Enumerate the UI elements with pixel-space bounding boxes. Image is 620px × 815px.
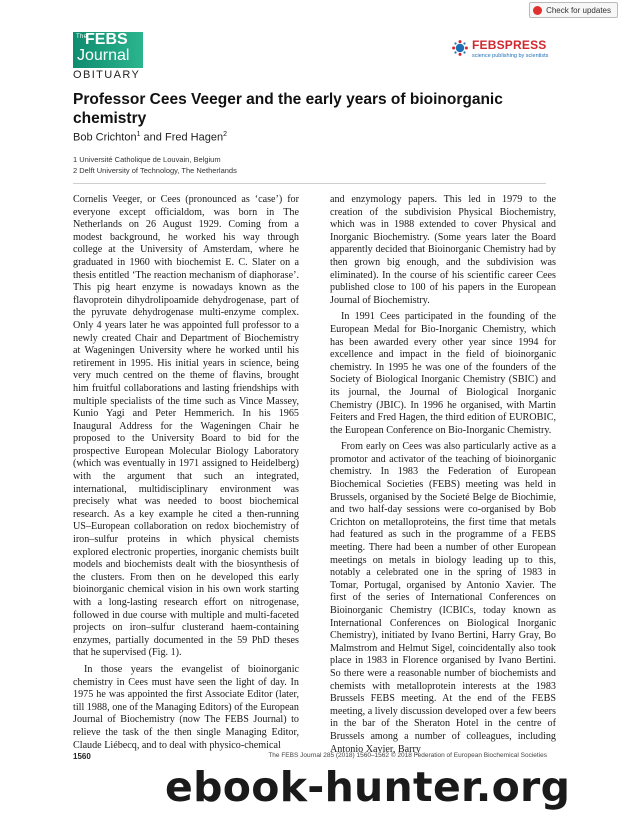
journal-logo-journal: Journal <box>77 47 130 64</box>
paragraph: Cornelis Veeger, or Cees (pronounced as ‘case’) for everyone except officialdom, was born in The Netherlands on 26 August 1929. Coming from a modest background, he worked his way through college at the University of Amsterdam, where he graduated in 1960 with biochemist E. C. Slater on a thesis entitled ‘The reaction mechanism of diaphorase’. This pig heart enzyme is nowadays known as the flavoprotein dihydrolipoamide dehydrogenase, part of the pyruvate dehydrogenase multi-enzyme complex. Only 4 years later he was appointed full professor to a newly created Chair and Department of Biochemistry at Wageningen University where he worked until his retirement in 1995. His initial years in science, being very much centred on the theme of flavins, brought him fruitful collaborations and lasting friendships with multiple specialists of the time such as Vince Massey, Kunio Yagi and Peter Hemmerich. In his 1965 Inaugural Address for the Wageningen Chair he proposed to the University Board to bid for the prospective European Molecular Biology Laboratory (which was eventually in 1971 assigned to Heidelberg) with the argument that such an integrated, international, multidisciplinary environment was precisely what was needed to boost biochemical research. As a key example he cited a then-running US–European collaboration on redox biochemistry of iron–sulfur proteins in which physical chemists explored electronic properties, inorganic chemists built models and biochemists dealt with the biosynthesis of the clusters. From then on he developed this early bioinorganic chemical vision in his own work starting with a long-lasting research effort on nitrogenase, followed in due course with multiple and multi-faceted projects on iron–sulfur clusterand haem-containing enzymes, partially documented in the 59 PhD theses that he supervised (Fig. 1). <box>73 194 299 659</box>
paragraph: In those years the evangelist of bioinorganic chemistry in Cees must have seen the light of day. In 1975 he was appointed the first Associate Editor (later, till 1988, one of the Managing Editors) of the European Journal of Biochemistry (now The FEBS Journal) to relieve the task of the then single Managing Editor, Claude Liébecq, and to deal with physico-chemical <box>73 663 299 751</box>
header-divider <box>73 183 546 184</box>
author-name: Fred Hagen <box>164 131 224 144</box>
crossmark-icon <box>533 6 542 15</box>
journal-logo <box>73 32 143 68</box>
watermark: ebook-hunter.org <box>165 763 571 811</box>
page-number: 1560 <box>73 752 91 761</box>
author-name: Bob Crichton <box>73 131 137 144</box>
febs-press-logo <box>452 38 560 62</box>
author-joiner: and <box>140 131 165 144</box>
author-affiliation-marker: 1 <box>136 131 141 138</box>
check-for-updates-label: Check for updates <box>546 5 611 15</box>
section-label: OBITUARY <box>73 69 141 81</box>
paragraph: and enzymology papers. This led in 1979 to the creation of the subdivision Physical Biochemistry, which was in 1988 extended to cover Physical and Inorganic Biochemistry. (Some years later the Board apparently decided that Bioinorganic Chemistry had by then grown big enough, and the subdivision was eliminated). In the course of his scientific career Cees published close to 100 of his papers in the European Journal of Biochemistry. <box>330 194 556 306</box>
check-for-updates-button[interactable] <box>529 2 618 18</box>
paragraph: In 1991 Cees participated in the founding of the European Medal for Bio-Inorganic Chemistry, which has been awarded every other year since 1994 for excellence and impact in the field of bioinorganic chemistry. In 1995 he was one of the founders of the Society of Biological Inorganic Chemistry (SBIC) and its journal, the Journal of Biological Inorganic Chemistry (JBIC). In 1996 he organised, with Martin Feiters and Fred Hagen, the third edition of EUROBIC, the European Conference on Bio-Inorganic Chemistry. <box>330 311 556 436</box>
footer-citation: The FEBS Journal 285 (2018) 1560–1562 © 2018 Federation of European Biochemical Societies <box>268 752 547 759</box>
right-column <box>330 194 556 756</box>
affiliation-2: 2 Delft University of Technology, The Netherlands <box>73 166 237 175</box>
journal-logo-the: The <box>76 34 88 40</box>
left-column <box>73 194 299 752</box>
affiliation-1: 1 Université Catholique de Louvain, Belgium <box>73 155 221 164</box>
article-title: Professor Cees Veeger and the early years of bioinorganic chemistry <box>73 91 503 127</box>
febs-press-tagline: science publishing by scientists <box>472 53 549 59</box>
author-affiliation-marker: 2 <box>223 131 227 138</box>
journal-logo-febs: FEBS <box>85 31 128 48</box>
author-list <box>73 131 227 144</box>
febs-press-name: FEBSPRESS <box>472 38 547 52</box>
febs-press-emblem-icon <box>452 40 468 56</box>
paragraph: From early on Cees was also particularly active as a promotor and activator of the teaching of bioinorganic chemistry. In 1983 the Federation of European Biochemical Societies (FEBS) meeting was held in Brussels, organised by the Societé Belge de Biochimie, and two half-day sessions were co-organised by Bob Crichton on metalloproteins, the first time that metals had featured as such in the programme of a FEBS meeting. There had been a number of other European meetings on metals in biology leading up to this, notably a celebrated one in the spring of 1983 in Tomar, Portugal, organised by Antonio Xavier. The first of the series of International Conferences on Bioinorganic Chemistry (ICBICs, today known as International Conferences on Biological Inorganic Chemistry), initiated by Ivano Bertini, Harry Gray, Bo Malmstrom and Helmut Sigel, coincidentally also took place in 1983 in Florence organised by Ivano Bertini. So there were a reasonable number of biochemists and chemists with metalloprotein interests at the 1983 Brussels FEBS meeting. At the end of the FEBS meeting, a lively discussion developed over a few beers in the bar of the Sheraton Hotel in the centre of Brussels among a number of colleagues, including Antonio Xavier, Barry <box>330 441 556 755</box>
